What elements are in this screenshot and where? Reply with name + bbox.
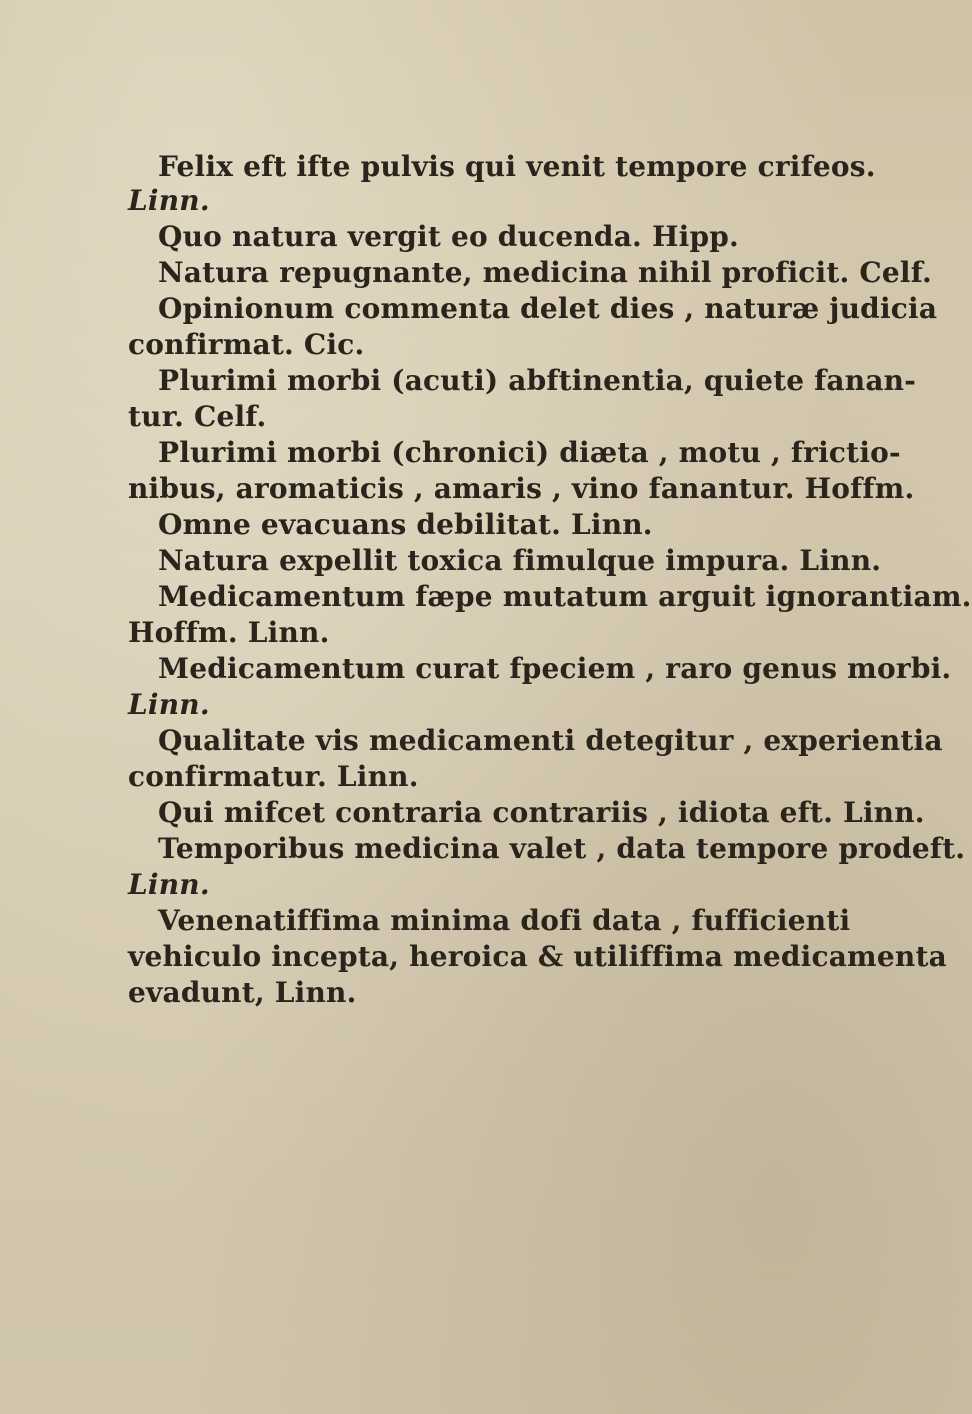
line-5: Opinionum commenta delet dies , naturæ judicia xyxy=(158,292,938,325)
line-18: confirmatur. Linn. xyxy=(128,760,419,793)
line-3: Quo natura vergit eo ducenda. Hipp. xyxy=(158,220,739,253)
line-23: vehiculo incepta, heroica & utiliffima medicamenta xyxy=(128,940,947,973)
line-4: Natura repugnante, medicina nihil proficit. Celf. xyxy=(158,256,932,289)
line-7: Plurimi morbi (acuti) abftinentia, quiete fanan- xyxy=(158,364,917,397)
line-1: Felix eft ifte pulvis qui venit tempore crifeos. xyxy=(158,150,876,183)
line-10: nibus, aromaticis , amaris , vino fanantur. Hoffm. xyxy=(128,472,915,505)
line-2: Linn. xyxy=(128,184,210,217)
line-6: confirmat. Cic. xyxy=(128,328,365,361)
line-16: Linn. xyxy=(128,688,210,721)
line-15: Medicamentum curat fpeciem , raro genus morbi. xyxy=(158,652,952,685)
line-14: Hoffm. Linn. xyxy=(128,616,330,649)
line-21: Linn. xyxy=(128,868,210,901)
line-9: Plurimi morbi (chronici) diæta , motu , frictio- xyxy=(158,436,901,469)
line-22: Venenatiffima minima dofi data , fufficienti xyxy=(158,904,851,937)
line-20: Temporibus medicina valet , data tempore prodeft. xyxy=(158,832,966,865)
line-24: evadunt, Linn. xyxy=(128,976,357,1009)
line-13: Medicamentum fæpe mutatum arguit ignorantiam. xyxy=(158,580,972,613)
line-19: Qui mifcet contraria contrariis , idiota eft. Linn. xyxy=(158,796,925,829)
line-8: tur. Celf. xyxy=(128,400,267,433)
line-17: Qualitate vis medicamenti detegitur , experientia xyxy=(158,724,943,757)
line-11: Omne evacuans debilitat. Linn. xyxy=(158,508,653,541)
line-12: Natura expellit toxica fimulque impura. Linn. xyxy=(158,544,882,577)
